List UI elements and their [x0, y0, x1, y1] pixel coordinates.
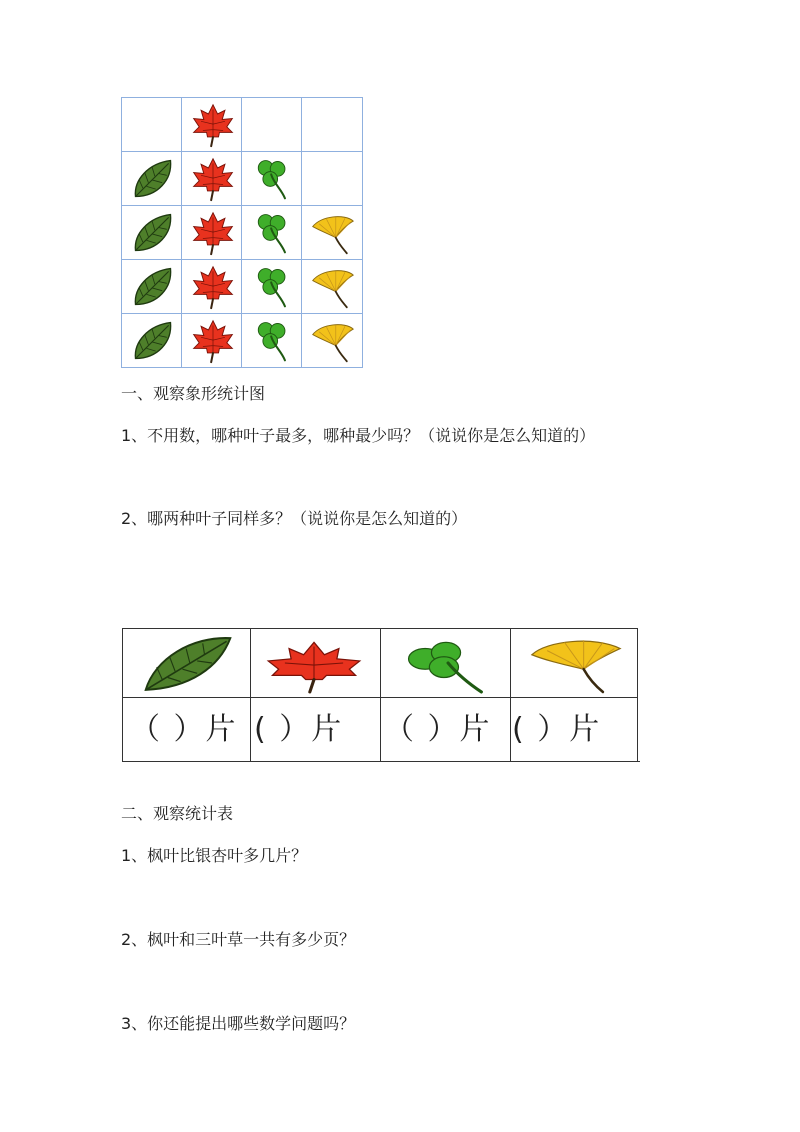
- grid-cell: [122, 206, 182, 260]
- table-header-green-leaf: [142, 632, 234, 694]
- clover-leaf-icon: [394, 632, 498, 694]
- grid-cell: [242, 206, 302, 260]
- clover-leaf-icon: [250, 210, 296, 256]
- table-header-ginkgo-leaf: [528, 632, 624, 694]
- count-cell-ginkgo-leaf: ( ）片: [512, 712, 602, 747]
- grid-cell: [302, 260, 362, 314]
- table-border: [637, 628, 638, 762]
- grid-cell: [242, 98, 302, 152]
- stats-table: [122, 628, 638, 762]
- maple-leaf-icon: [190, 102, 236, 148]
- grid-cell: [302, 152, 362, 206]
- green-leaf-icon: [130, 264, 176, 310]
- section2-question-2: 2、枫叶和三叶草一共有多少页？: [121, 930, 356, 949]
- count-cell-green-leaf: （ ）片: [130, 712, 238, 747]
- ginkgo-leaf-icon: [310, 264, 356, 310]
- ginkgo-leaf-icon: [528, 632, 624, 694]
- grid-cell: [122, 152, 182, 206]
- count-cell-clover-leaf: （ ）片: [384, 712, 492, 747]
- maple-leaf-icon: [190, 264, 236, 310]
- section2-question-3: 3、你还能提出哪些数学问题吗？: [121, 1014, 356, 1033]
- table-header-clover-leaf: [394, 632, 498, 694]
- maple-leaf-icon: [262, 632, 366, 694]
- maple-leaf-icon: [190, 210, 236, 256]
- clover-leaf-icon: [250, 264, 296, 310]
- green-leaf-icon: [130, 318, 176, 364]
- grid-cell: [242, 152, 302, 206]
- section2-title: 二、观察统计表: [121, 804, 234, 823]
- grid-cell: [302, 98, 362, 152]
- maple-leaf-icon: [190, 318, 236, 364]
- table-divider: [250, 628, 251, 762]
- section1-question-1: 1、不用数，哪种叶子最多，哪种最少吗？（说说你是怎么知道的）: [121, 426, 596, 445]
- green-leaf-icon: [130, 210, 176, 256]
- green-leaf-icon: [130, 156, 176, 202]
- grid-cell: [182, 314, 242, 368]
- count-cell-maple-leaf: ( ）片: [254, 712, 344, 747]
- grid-cell: [182, 152, 242, 206]
- grid-cell: [242, 260, 302, 314]
- section1-question-2: 2、哪两种叶子同样多？（说说你是怎么知道的）: [121, 509, 468, 528]
- section1-title: 一、观察象形统计图: [121, 384, 266, 403]
- maple-leaf-icon: [190, 156, 236, 202]
- clover-leaf-icon: [250, 156, 296, 202]
- table-header-maple-leaf: [262, 632, 366, 694]
- table-divider: [380, 628, 381, 762]
- table-border: [122, 628, 123, 762]
- grid-cell: [182, 206, 242, 260]
- grid-cell: [182, 98, 242, 152]
- grid-cell: [122, 98, 182, 152]
- grid-cell: [302, 314, 362, 368]
- grid-cell: [182, 260, 242, 314]
- grid-cell: [302, 206, 362, 260]
- table-divider: [510, 628, 511, 762]
- green-leaf-icon: [142, 632, 234, 694]
- grid-cell: [122, 260, 182, 314]
- grid-cell: [242, 314, 302, 368]
- pictograph-chart: [121, 97, 363, 368]
- section2-question-1: 1、枫叶比银杏叶多几片？: [121, 846, 308, 865]
- ginkgo-leaf-icon: [310, 318, 356, 364]
- ginkgo-leaf-icon: [310, 210, 356, 256]
- grid-cell: [122, 314, 182, 368]
- clover-leaf-icon: [250, 318, 296, 364]
